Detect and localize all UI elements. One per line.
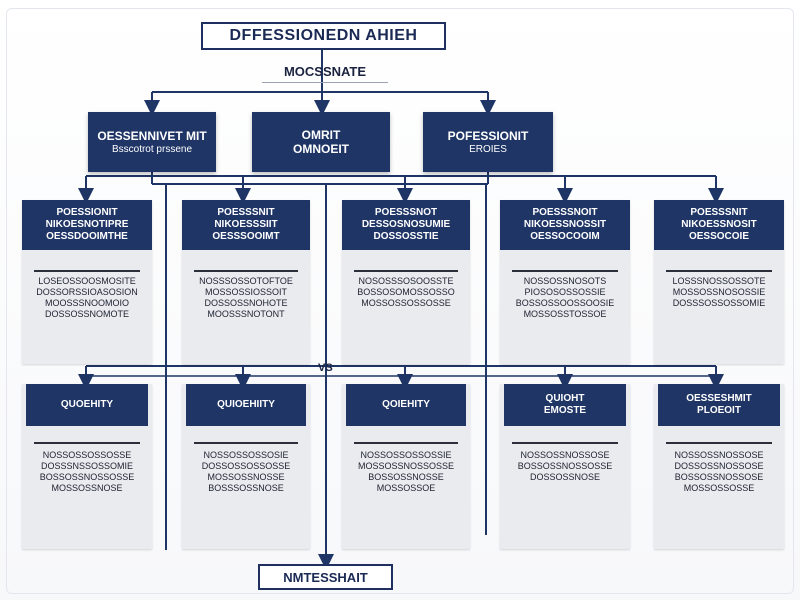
card-body: [188, 450, 304, 494]
card-body-line: DOSSORSSIOASOSION: [36, 287, 138, 297]
mid-node-center: [252, 112, 390, 172]
card-header-line: QOIEHITY: [382, 399, 430, 410]
card-body-line: MOSSOSSOSSOSSE: [361, 298, 451, 308]
card-header-line: OESSESHMIT: [686, 393, 752, 404]
card-body-line: PIOSOSOSSOSSIE: [524, 287, 606, 297]
diagram-subtitle: MOCSSNATE: [283, 64, 367, 79]
top-card-4: [500, 200, 630, 364]
card-body-line: BOSSSOSSNOSE: [208, 483, 284, 493]
card-body-line: MOOSSSNOTONT: [207, 309, 285, 319]
mid-node-left: [88, 112, 216, 172]
card-body-line: DOSSOSSOSSOSSE: [201, 461, 291, 471]
card-body: [660, 276, 778, 309]
card-header: [654, 200, 784, 250]
card-body-line: NOSSOSSNOSSOSE: [674, 450, 764, 460]
card-body-line: BOSSOSSNOSSOSSE: [517, 461, 613, 471]
card-body-line: MOSSOSSTOSSOE: [523, 309, 607, 319]
mid-node-sublabel: Bsscotrot prssene: [111, 143, 193, 155]
mid-node-sublabel: OMNOEIT: [293, 142, 349, 156]
card-body-line: DOSSOSSNOSSOSE: [674, 461, 764, 471]
card-header-line: POESSSNOT: [374, 207, 438, 218]
card-header-line: QUOEHITY: [60, 399, 114, 410]
card-body-line: NOSSOSSNOSOTS: [523, 276, 607, 286]
mid-node-right: [423, 112, 553, 172]
card-body: [28, 450, 146, 494]
card-body: [348, 450, 464, 494]
card-header-line: OESSSOOIMT: [212, 231, 280, 242]
card-body: [506, 276, 624, 320]
top-card-3: [342, 200, 470, 364]
card-header: [658, 384, 780, 426]
card-body-line: MOSSOSSNOSSOSSE: [357, 461, 455, 471]
mid-node-label: POFESSIONIT: [447, 128, 529, 143]
card-body-line: BOSSOSSNOSSE: [368, 472, 444, 482]
card-divider: [34, 442, 140, 444]
card-header-line: POESSIONIT: [56, 207, 118, 218]
card-body-line: DOSSOSSNOMOTE: [44, 309, 129, 319]
card-body-line: DOSSOSSNOHOTE: [204, 298, 288, 308]
card-body-line: NOSSOSSOSSOSSE: [42, 450, 132, 460]
bottom-card-3: [342, 384, 470, 549]
card-header-line: OESSOCOOIM: [530, 231, 600, 242]
card-header-line: QUIOHT: [545, 393, 585, 404]
card-body-line: BOSSOSSNOSSOSE: [674, 472, 764, 482]
card-body-line: DOSSOSSNOSE: [529, 472, 601, 482]
top-card-2: [182, 200, 310, 364]
mid-node-label: OMRIT: [301, 128, 341, 142]
card-divider: [354, 442, 458, 444]
card-divider: [34, 270, 140, 272]
card-header: [26, 384, 148, 426]
card-header: [346, 384, 466, 426]
card-body: [28, 276, 146, 320]
card-body-line: BOSSOSSOOSSOOSIE: [515, 298, 615, 308]
card-body-line: NOSSOSSOSSOSSIE: [360, 450, 452, 460]
bottom-card-1: [22, 384, 152, 549]
card-body-line: BOSSOSSNOSSOSSE: [39, 472, 135, 482]
card-body: [660, 450, 778, 494]
card-header-line: OESSOCOIE: [688, 231, 749, 242]
card-body-line: NOSSOSSNOSSOSE: [520, 450, 610, 460]
card-header-line: POESSSNIT: [217, 207, 275, 218]
card-header-line: POESSSNOIT: [532, 207, 598, 218]
bottom-card-2: [182, 384, 310, 549]
card-body-line: MOSSOSSOSSE: [683, 483, 755, 493]
card-header-line: OESSDOOIMTHE: [46, 231, 128, 242]
card-header-line: QUIOEHIITY: [217, 399, 275, 410]
vs-label: VS: [318, 362, 333, 374]
card-body-line: MOSSOSSOE: [376, 483, 436, 493]
card-header-line: NIKOESSNOSSIT: [523, 219, 607, 230]
bottom-card-5: [654, 384, 784, 549]
card-divider: [512, 270, 618, 272]
card-body-line: LOSEOSSOOSMOSITE: [38, 276, 136, 286]
card-header-line: NIKOESNOTIPRE: [45, 219, 129, 230]
card-body: [348, 276, 464, 309]
card-header: [504, 384, 626, 426]
card-header-line: DOSSOSSTIE: [373, 231, 439, 242]
card-body-line: DOSSSOSSOSSOMIE: [672, 298, 766, 308]
card-header: [22, 200, 152, 250]
card-body-line: NOSSSOSSOTOFTOE: [199, 276, 293, 286]
card-body-line: MOSSOSSNOSOSSIE: [672, 287, 766, 297]
top-card-1: [22, 200, 152, 364]
card-divider: [666, 270, 772, 272]
diagram-footer: NMTESSHAIT: [258, 564, 393, 590]
card-divider: [666, 442, 772, 444]
card-divider: [194, 270, 298, 272]
card-body-line: MOSSOSSIOSSOIT: [204, 287, 287, 297]
diagram-title: DFFESSIONEDN AHIEH: [201, 22, 446, 50]
card-body-line: NOSSOSSOSSOSIE: [203, 450, 289, 460]
card-body-line: NOSOSSSOSOOSSTE: [358, 276, 454, 286]
card-header-line: DESSOSNOSUMIE: [361, 219, 451, 230]
card-header: [342, 200, 470, 250]
mid-node-label: OESSENNIVET MIT: [97, 128, 207, 143]
card-body-line: MOOSSSNOOMOIO: [44, 298, 129, 308]
card-header: [186, 384, 306, 426]
card-body: [506, 450, 624, 483]
card-body-line: DOSSSNSSOSSOMIE: [40, 461, 134, 471]
card-divider: [194, 442, 298, 444]
subtitle-underline: [262, 82, 388, 83]
card-body-line: MOSSOSSNOSSE: [207, 472, 285, 482]
card-header-line: POESSSNIT: [690, 207, 748, 218]
card-body-line: LOSSSNOSSOSSOTE: [672, 276, 766, 286]
mid-node-sublabel: EROIES: [469, 143, 507, 155]
card-divider: [354, 270, 458, 272]
card-header-line: PLOEOIT: [697, 405, 741, 416]
card-body-line: BOSSOSOMOSSOSSO: [357, 287, 455, 297]
bottom-card-4: [500, 384, 630, 549]
card-header-line: EMOSTE: [543, 405, 587, 416]
card-body: [188, 276, 304, 320]
card-header-line: NIKOESSSIIT: [214, 219, 278, 230]
card-header: [500, 200, 630, 250]
card-divider: [512, 442, 618, 444]
card-body-line: MOSSOSSNOSE: [51, 483, 123, 493]
card-header-line: NIKOESSNOSIT: [681, 219, 757, 230]
card-header: [182, 200, 310, 250]
top-card-5: [654, 200, 784, 364]
